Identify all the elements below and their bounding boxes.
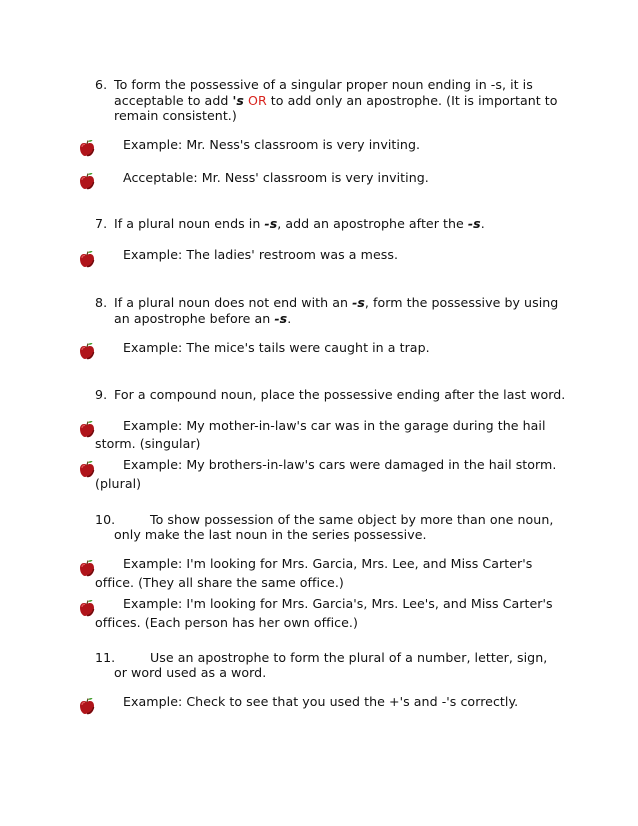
apple-icon [79, 460, 95, 478]
rule-text-line: To form the possessive of a singular proper noun ending in -s, it is [114, 77, 533, 92]
apostrophe-s-emphasis: 's [232, 93, 244, 108]
example-line: office. (They all share the same office.) [95, 575, 344, 590]
rule-text-line: or word used as a word. [114, 665, 267, 680]
example-line: (plural) [95, 476, 142, 491]
example-line: Example: My mother-in-law's car was in the garage during the hail [123, 418, 546, 433]
example-line: Example: The mice's tails were caught in a trap. [123, 340, 430, 355]
rule-text-line: To show possession of the same object by more than one noun, [150, 512, 554, 527]
example-line: Example: The ladies' restroom was a mess. [123, 247, 399, 262]
example-line: Example: I'm looking for Mrs. Garcia's, Mrs. Lee's, and Miss Carter's [123, 596, 553, 611]
apple-icon [79, 697, 95, 715]
rule-text-line: only make the last noun in the series possessive. [114, 527, 427, 542]
example-line: Example: My brothers-in-law's cars were damaged in the hail storm. [123, 457, 557, 472]
example-line: Example: I'm looking for Mrs. Garcia, Mrs. Lee, and Miss Carter's [123, 556, 533, 571]
item-number: 8. [95, 295, 108, 310]
item-number: 11. [95, 650, 116, 665]
item-number: 7. [95, 216, 108, 231]
rule-text-line: acceptable to add 's OR to add only an apostrophe. (It is important to [114, 93, 558, 108]
apple-icon [79, 139, 95, 157]
rule-text-line: an apostrophe before an -s. [114, 311, 292, 326]
rule-text-line: Use an apostrophe to form the plural of a number, letter, sign, [150, 650, 548, 665]
apple-icon [79, 172, 95, 190]
rule-text-line: If a plural noun ends in -s, add an apostrophe after the -s. [114, 216, 485, 231]
item-number: 9. [95, 387, 108, 402]
rule-text-line: For a compound noun, place the possessive ending after the last word. [114, 387, 566, 402]
apple-icon [79, 342, 95, 360]
example-line: Acceptable: Mr. Ness' classroom is very inviting. [123, 170, 429, 185]
item-number: 6. [95, 77, 108, 92]
apple-icon [79, 599, 95, 617]
rule-text-line: remain consistent.) [114, 108, 237, 123]
apple-icon [79, 250, 95, 268]
example-line: Example: Mr. Ness's classroom is very inviting. [123, 137, 421, 152]
apple-icon [79, 559, 95, 577]
item-number: 10. [95, 512, 116, 527]
apple-icon [79, 420, 95, 438]
example-line: offices. (Each person has her own office.) [95, 615, 358, 630]
or-highlight: OR [247, 93, 267, 108]
example-line: Example: Check to see that you used the +'s and -'s correctly. [123, 694, 519, 709]
example-line: storm. (singular) [95, 436, 201, 451]
rule-text-line: If a plural noun does not end with an -s, form the possessive by using [114, 295, 559, 310]
